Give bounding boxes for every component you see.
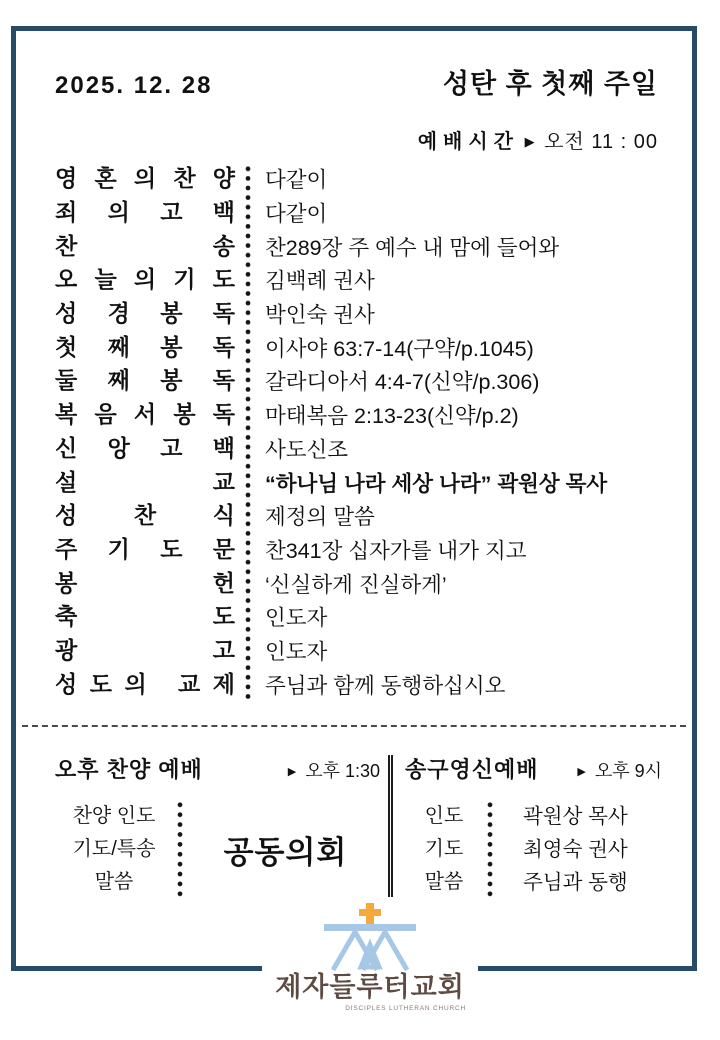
row-label: 기도 <box>424 838 464 860</box>
afternoon-praise-content: 공동의회 <box>223 835 348 870</box>
row-label: 말씀 <box>424 871 464 893</box>
order-row <box>55 600 671 634</box>
header <box>55 62 658 101</box>
order-value-sermon: “하나님 나라 세상 나라” 곽원상 목사 <box>265 471 608 496</box>
order-value: 김백례 권사 <box>265 269 375 294</box>
order-label: 신 앙 고 백 <box>55 434 235 461</box>
order-row <box>55 162 671 196</box>
triangle-arrow-icon: ▶ <box>577 766 586 778</box>
order-value: 주님과 함께 동행하십시오 <box>265 673 506 698</box>
watchnight-values <box>523 800 628 899</box>
order-value: 제정의 말씀 <box>265 505 375 530</box>
order-value: 갈라디아서 4:4-7(신약/p.306) <box>265 370 540 395</box>
order-value: 인도자 <box>265 639 328 664</box>
watchnight-labels <box>405 800 483 899</box>
order-row <box>55 533 671 567</box>
order-row <box>55 465 671 499</box>
watchnight-body <box>405 800 670 899</box>
row-label: 말씀 <box>94 871 134 893</box>
afternoon-praise-title: 오후 찬양 예배 <box>55 757 203 782</box>
order-of-worship-list <box>55 162 671 701</box>
order-label: 오 늘 의 기 도 <box>55 266 235 293</box>
order-value: ‘신실하게 진실하게’ <box>265 572 447 597</box>
service-time-row <box>418 125 658 154</box>
row-label: 찬양 인도 <box>72 805 156 827</box>
page-title: 성탄 후 첫째 주일 <box>442 69 658 99</box>
order-label: 죄 의 고 백 <box>55 199 235 226</box>
watchnight-time-value: 오후 9시 <box>594 761 662 781</box>
order-row <box>55 196 671 230</box>
order-label: 성 찬 식 <box>55 502 235 529</box>
order-row <box>55 432 671 466</box>
date-text: 2025. 12. 28 <box>55 72 213 99</box>
watchnight-title: 송구영신예배 <box>405 757 539 782</box>
afternoon-praise-labels <box>55 800 173 899</box>
order-row <box>55 330 671 364</box>
dashed-divider <box>22 725 686 727</box>
order-label: 복 음 서 봉 독 <box>55 401 235 428</box>
order-label: 봉 헌 <box>55 569 235 596</box>
order-row <box>55 398 671 432</box>
church-name: 제자들루터교회 <box>275 972 465 1002</box>
triangle-arrow-icon: ▶ <box>287 766 297 778</box>
order-value: 이사야 63:7-14(구약/p.1045) <box>265 336 534 361</box>
church-logo-symbol <box>324 903 416 971</box>
triangle-arrow-icon: ▶ <box>524 134 535 149</box>
watchnight-time <box>577 757 670 783</box>
order-label: 첫 째 봉 독 <box>55 333 235 360</box>
row-label: 인도 <box>424 805 464 827</box>
order-row <box>55 263 671 297</box>
order-row <box>55 229 671 263</box>
watchnight-header <box>405 753 670 784</box>
order-row <box>55 634 671 668</box>
order-label: 둘 째 봉 독 <box>55 367 235 394</box>
order-label: 주 기 도 문 <box>55 535 235 562</box>
order-value: 마태복음 2:13-23(신약/p.2) <box>265 404 519 429</box>
order-row <box>55 499 671 533</box>
order-value: 찬341장 십자가를 내가 지고 <box>265 538 527 563</box>
order-label: 찬 송 <box>55 232 235 259</box>
order-value: 사도신조 <box>265 437 349 462</box>
dotted-separator-line <box>487 800 493 899</box>
church-name-english: DISCIPLES LUTHERAN CHURCH <box>345 1004 466 1012</box>
tent-m-icon <box>325 927 415 970</box>
order-value: 인도자 <box>265 606 328 631</box>
order-value: 다같이 <box>265 202 328 227</box>
order-label: 영 혼 의 찬 양 <box>55 165 235 192</box>
afternoon-praise-body <box>55 800 388 899</box>
afternoon-praise-header <box>55 753 388 784</box>
order-row <box>55 667 671 701</box>
order-label: 설 교 <box>55 468 235 495</box>
afternoon-praise-service <box>55 753 388 899</box>
service-time-label: 예배시간 <box>417 131 519 153</box>
order-label: 축 도 <box>55 603 235 630</box>
row-value: 최영숙 권사 <box>523 838 628 861</box>
row-value: 주님과 동행 <box>523 871 628 894</box>
watchnight-service <box>393 753 670 899</box>
order-row <box>55 297 671 331</box>
page-border <box>11 26 697 971</box>
dotted-separator-line <box>245 164 251 699</box>
order-value: 다같이 <box>265 168 328 193</box>
church-logo <box>262 903 478 1018</box>
service-time-value: 오전 11 : 00 <box>544 131 658 153</box>
order-label: 성 도 의 교 제 <box>55 670 235 697</box>
order-label: 성 경 봉 독 <box>55 300 235 327</box>
order-value: 찬289장 주 예수 내 맘에 들어와 <box>265 235 560 260</box>
order-row <box>55 364 671 398</box>
cross-icon <box>359 903 381 925</box>
row-value: 곽원상 목사 <box>523 805 628 828</box>
order-value: 박인숙 권사 <box>265 303 375 328</box>
order-label: 광 고 <box>55 636 235 663</box>
row-label: 기도/특송 <box>72 838 156 860</box>
afternoon-praise-time-value: 오후 1:30 <box>305 761 380 781</box>
order-row <box>55 566 671 600</box>
afternoon-services <box>55 753 670 899</box>
afternoon-praise-time <box>288 757 388 783</box>
